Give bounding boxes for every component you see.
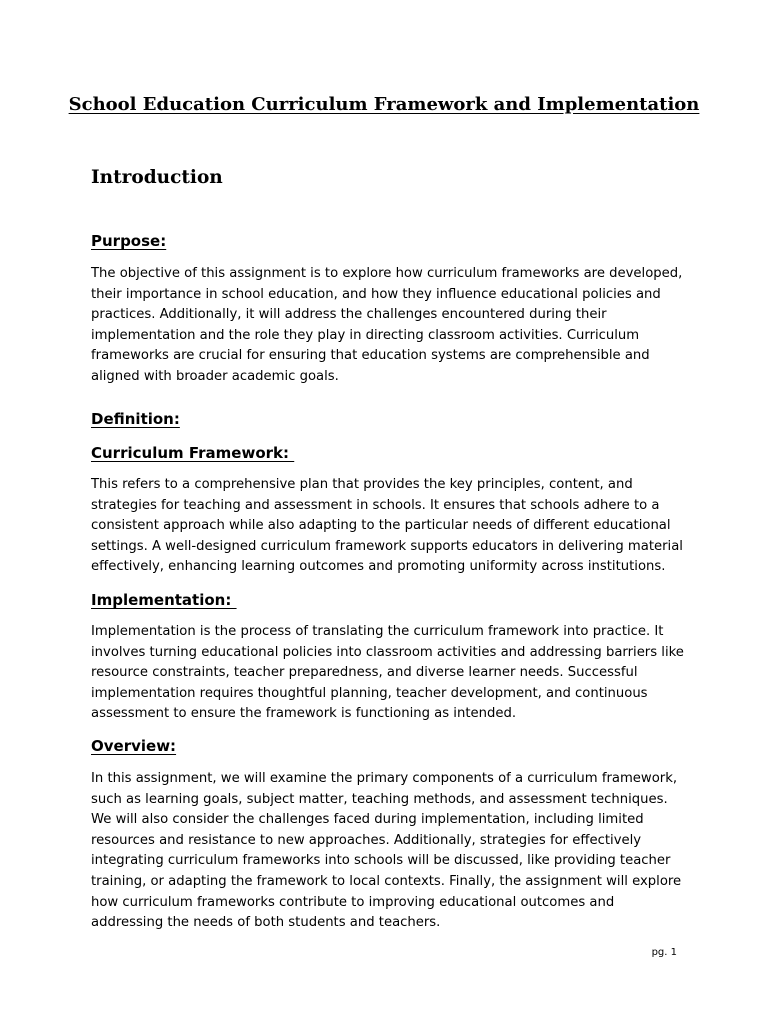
overview-heading: Overview: (91, 737, 177, 755)
definition-heading: Definition: (91, 410, 180, 428)
implementation-paragraph: Implementation is the process of translating the curriculum framework into practice. It involves turning educational policies into classroom activities and addressing barriers like resource constraints, teacher preparedness, and diverse learner needs. Successful implementation requires thoughtful planning, teacher development, and continuous assessment to ensure the framework is functioning as intended. (91, 624, 684, 722)
introduction-heading: Introduction (91, 167, 223, 188)
curriculum-framework-heading: Curriculum Framework: (91, 444, 295, 462)
purpose-heading: Purpose: (91, 232, 167, 250)
page-number: pg. 1 (651, 947, 677, 958)
curriculum-framework-paragraph: This refers to a comprehensive plan that provides the key principles, content, and strategies for teaching and assessment in schools. It ensures that schools adhere to a consistent approach while also adapting to the particular needs of different educational settings. A well-designed curriculum framework supports educators in delivering material effectively, enhancing learning outcomes and promoting uniformity across institutions. (91, 477, 683, 575)
purpose-paragraph: The objective of this assignment is to explore how curriculum frameworks are developed, their importance in school education, and how they influence educational policies and practices. Additionally, it will address the challenges encountered during their implementation and the role they play in directing classroom activities. Curriculum frameworks are crucial for ensuring that education systems are comprehensible and aligned with broader academic goals. (91, 266, 683, 384)
overview-paragraph: In this assignment, we will examine the primary components of a curriculum framework, such as learning goals, subject matter, teaching methods, and assessment techniques. We will also consider the challenges faced during implementation, including limited resources and resistance to new approaches. Additionally, strategies for effectively integrating curriculum frameworks into schools will be discussed, like providing teacher training, or adapting the framework to local contexts. Finally, the assignment will explore how curriculum frameworks contribute to improving educational outcomes and addressing the needs of both students and teachers. (91, 771, 682, 931)
document-title: School Education Curriculum Framework and Implementation (68, 94, 700, 115)
implementation-heading: Implementation: (91, 591, 237, 609)
